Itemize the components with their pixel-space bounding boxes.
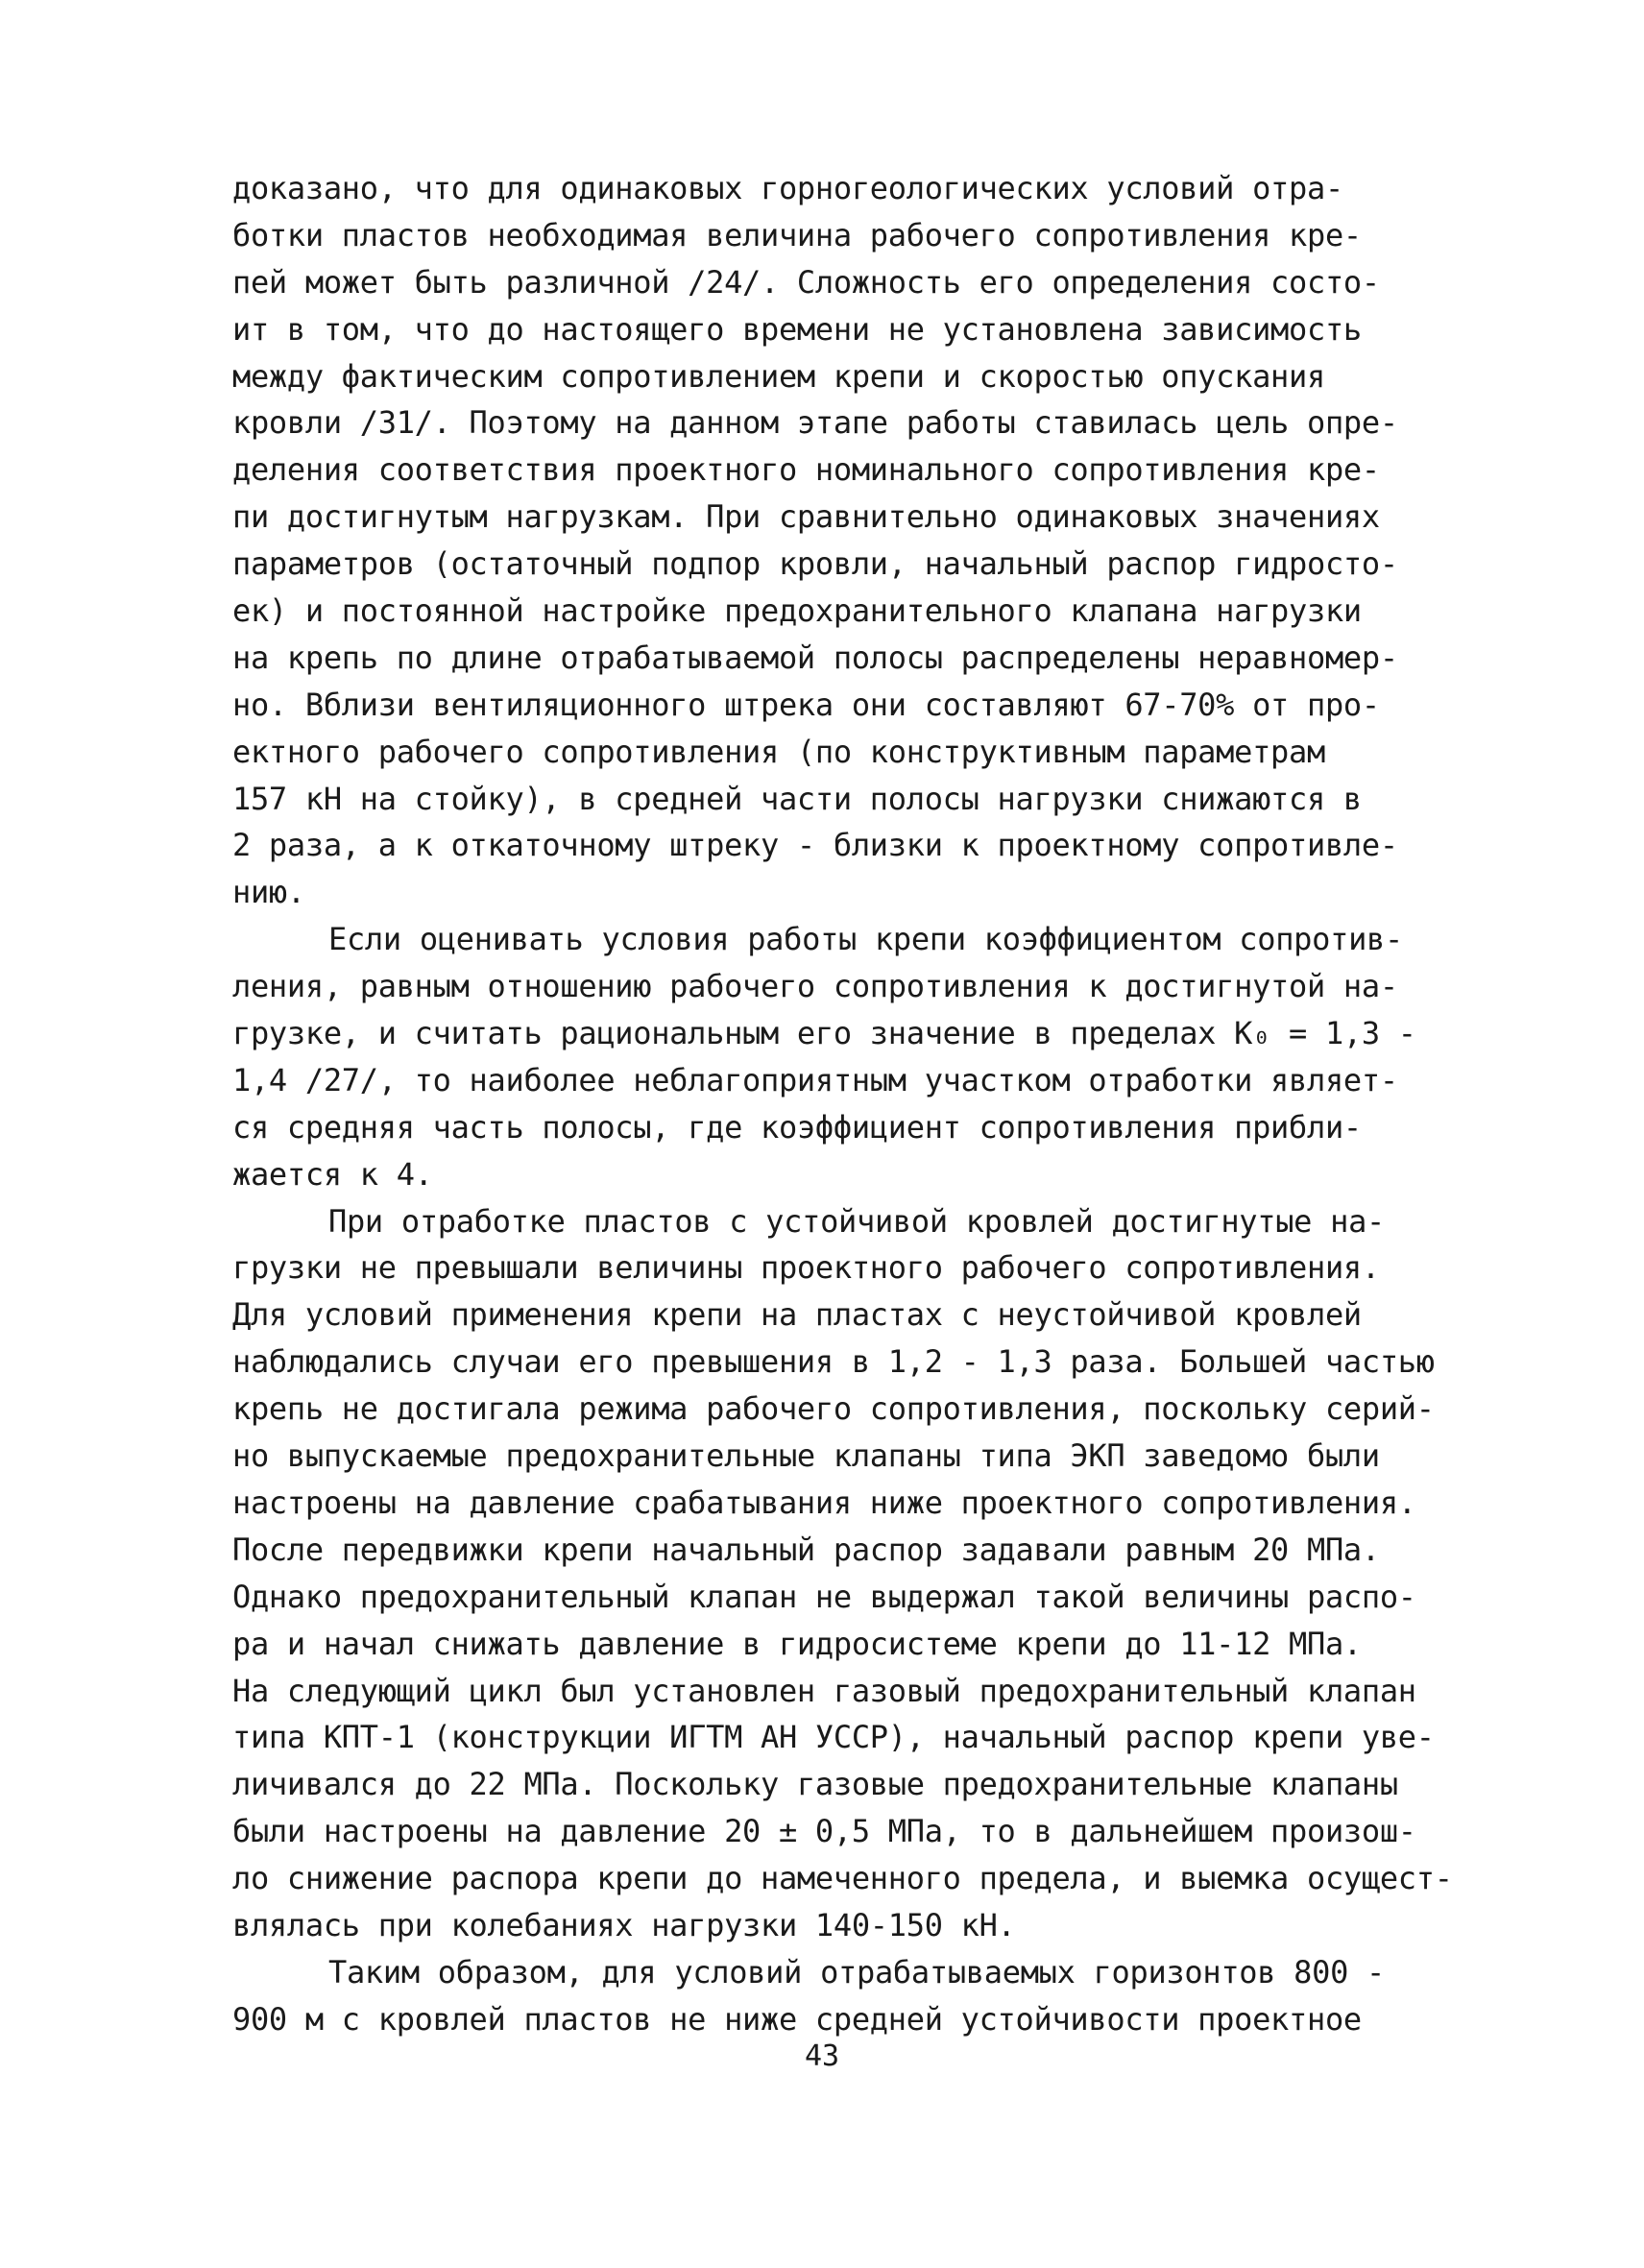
page-number: 43 (804, 2039, 840, 2073)
text-line: После передвижки крепи начальный распор задавали равным 20 МПа. (232, 1531, 1380, 1568)
text-line: влялась при колебаниях нагрузки 140-150 кН. (232, 1906, 1016, 1943)
text-line: деления соответствия проектного номинального сопротивления кре- (232, 451, 1380, 489)
text-line: ит в том, что до настоящего времени не установлена зависимость (232, 310, 1362, 348)
text-line: ек) и постоянной настройке предохранительного клапана нагрузки (232, 592, 1362, 630)
text-line: Для условий применения крепи на пластах с неустойчивой кровлей (232, 1296, 1362, 1334)
text-line: ектного рабочего сопротивления (по конструктивным параметрам (232, 733, 1325, 770)
text-line: но. Вблизи вентиляционного штрека они составляют 67-70% от про- (232, 686, 1380, 723)
paragraph-start-line: Таким образом, для условий отрабатываемых горизонтов 800 - (328, 1953, 1386, 1991)
text-line: крепь не достигала режима рабочего сопротивления, поскольку серий- (232, 1390, 1435, 1428)
text-line: Однако предохранительный клапан не выдержал такой величины распо- (232, 1578, 1416, 1615)
text-line: личивался до 22 МПа. Поскольку газовые предохранительные клапаны (232, 1766, 1398, 1803)
text-line: пей может быть различной /24/. Сложность его определения состо- (232, 263, 1380, 301)
text-line: на крепь по длине отрабатываемой полосы распределены неравномер- (232, 639, 1398, 676)
body-text (232, 165, 1500, 2043)
text-line: грузки не превышали величины проектного рабочего сопротивления. (232, 1249, 1380, 1287)
text-line: ра и начал снижать давление в гидросистеме крепи до 11-12 МПа. (232, 1625, 1362, 1662)
text-line: ся средняя часть полосы, где коэффициент сопротивления прибли- (232, 1108, 1362, 1146)
text-line: ления, равным отношению рабочего сопротивления к достигнутой на- (232, 968, 1398, 1005)
text-line: жается к 4. (232, 1155, 433, 1193)
text-line: наблюдались случаи его превышения в 1,2 - 1,3 раза. Большей частью (232, 1343, 1435, 1381)
paragraph-start-line: Если оценивать условия работы крепи коэффициентом сопротив- (328, 921, 1403, 958)
text-line: 1,4 /27/, то наиболее неблагоприятным участком отработки являет- (232, 1061, 1398, 1098)
text-line: пи достигнутым нагрузкам. При сравнительно одинаковых значениях (232, 498, 1380, 536)
text-line: грузке, и считать рациональным его значение в пределах К₀ = 1,3 - (232, 1015, 1416, 1052)
text-line: доказано, что для одинаковых горногеологических условий отра- (232, 170, 1343, 206)
text-line: ло снижение распора крепи до намеченного предела, и выемка осущест- (232, 1860, 1453, 1897)
text-line: нию. (232, 874, 305, 911)
text-line: типа КПТ-1 (конструкции ИГТМ АН УССР), начальный распор крепи уве- (232, 1719, 1435, 1756)
text-line: 900 м с кровлей пластов не ниже средней устойчивости проектное (232, 2000, 1362, 2038)
text-line: кровли /31/. Поэтому на данном этапе работы ставилась цель опре- (232, 404, 1398, 442)
text-line: 2 раза, а к откаточному штреку - близки к проектному сопротивле- (232, 827, 1398, 864)
text-line: но выпускаемые предохранительные клапаны типа ЭКП заведомо были (232, 1437, 1380, 1475)
text-line: были настроены на давление 20 ± 0,5 МПа, то в дальнейшем произош- (232, 1813, 1416, 1850)
text-line: настроены на давление срабатывания ниже проектного сопротивления. (232, 1484, 1416, 1521)
paragraph-start-line: При отработке пластов с устойчивой кровлей достигнутые на- (328, 1202, 1386, 1240)
text-line: На следующий цикл был установлен газовый предохранительный клапан (232, 1672, 1416, 1709)
text-line: между фактическим сопротивлением крепи и скоростью опускания (232, 357, 1325, 395)
text-line: ботки пластов необходимая величина рабочего сопротивления кре- (232, 216, 1362, 253)
text-line: параметров (остаточный подпор кровли, начальный распор гидросто- (232, 545, 1398, 583)
text-line: 157 кН на стойку), в средней части полосы нагрузки снижаются в (232, 780, 1362, 817)
